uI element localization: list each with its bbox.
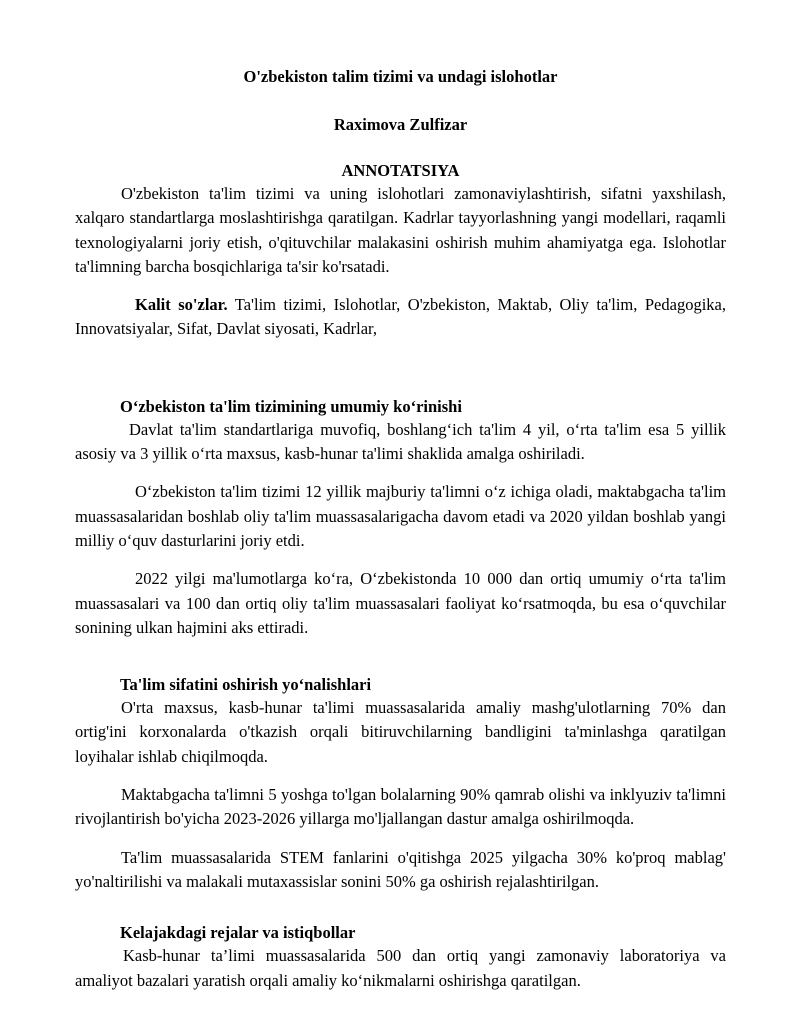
paragraph: O'rta maxsus, kasb-hunar ta'limi muassasalarida amaliy mashg'ulotlarning 70% dan ortig'ini korxonalarda o'tkazish orqali bitiruvchilarning bandligini ta'minlashga qaratilgan loyihalar ishlab chiqilmoqda. [75, 698, 726, 766]
keywords-label: Kalit so'zlar. [135, 295, 228, 315]
annotation-heading: ANNOTATSIYA [341, 161, 460, 180]
document-title: O'zbekiston talim tizimi va undagi islohotlar [243, 67, 558, 86]
paragraph: Maktabgacha ta'limni 5 yoshga to'lgan bolalarning 90% qamrab olishi va inklyuziv ta'limni rivojlantirish bo'yicha 2023-2026 yillarga mo'ljallangan dastur amalga oshirilmoqda. [75, 785, 726, 829]
keywords-paragraph [75, 293, 726, 342]
author-name: Raximova Zulfizar [333, 115, 468, 134]
paragraph: 2022 yilgi ma'lumotlarga ko‘ra, O‘zbekistonda 10 000 dan ortiq umumiy o‘rta ta'lim muassasalari va 100 dan ortiq oliy ta'lim muassasalari faoliyat ko‘rsatmoqda, bu esa o‘quvchilar sonining ulkan hajmini aks ettiradi. [75, 569, 726, 637]
paragraph: Ta'lim muassasalarida STEM fanlarini o'qitishga 2025 yilgacha 30% ko'proq mablag' yo'naltirilishi va malakali mutaxassislar sonini 50% ga oshirish rejalashtirilgan. [75, 847, 726, 891]
annotation-text: O'zbekiston ta'lim tizimi va uning islohotlari zamonaviylashtirish, sifatni yaxshilash, xalqaro standartlarga moslashtirishga qaratilgan. Kadrlar tayyorlashning yangi modellari, raqamli texnologiyalarni joriy etish, o'qituvchilar malakasini oshirish muhim ahamiyatga ega. Islohotlar ta'limning barcha bosqichlariga ta'sir ko'rsatadi. [75, 184, 726, 276]
paragraph: O‘zbekiston ta'lim tizimi 12 yillik majburiy ta'limni o‘z ichiga oladi, maktabgacha ta'lim muassasalaridan boshlab oliy ta'lim muassasalarigacha davom etadi va 2020 yildan boshlab yangi milliy o‘quv dasturlarini joriy etdi. [75, 482, 726, 550]
section-heading: Kelajakdagi rejalar va istiqbollar [120, 923, 356, 943]
paragraph: Kasb-hunar ta’limi muassasalarida 500 dan ortiq yangi zamonaviy laboratoriya va amaliyot bazalari yaratish orqali amaliy ko‘nikmalarni oshirishga qaratilgan. [75, 946, 726, 990]
paragraph: Davlat ta'lim standartlariga muvofiq, boshlang‘ich ta'lim 4 yil, o‘rta ta'lim esa 5 yillik asosiy va 3 yillik o‘rta maxsus, kasb-hunar ta'limi shaklida amalga oshiriladi. [75, 419, 726, 464]
keywords-text: Ta'lim tizimi, Islohotlar, O'zbekiston, Maktab, Oliy ta'lim, Pedagogika, Innovatsiyalar, Sifat, Davlat siyosati, Kadrlar, [75, 295, 726, 339]
section-heading: Ta'lim sifatini oshirish yo‘nalishlari [120, 675, 372, 695]
section-heading: O‘zbekiston ta'lim tizimining umumiy ko‘rinishi [120, 396, 462, 416]
